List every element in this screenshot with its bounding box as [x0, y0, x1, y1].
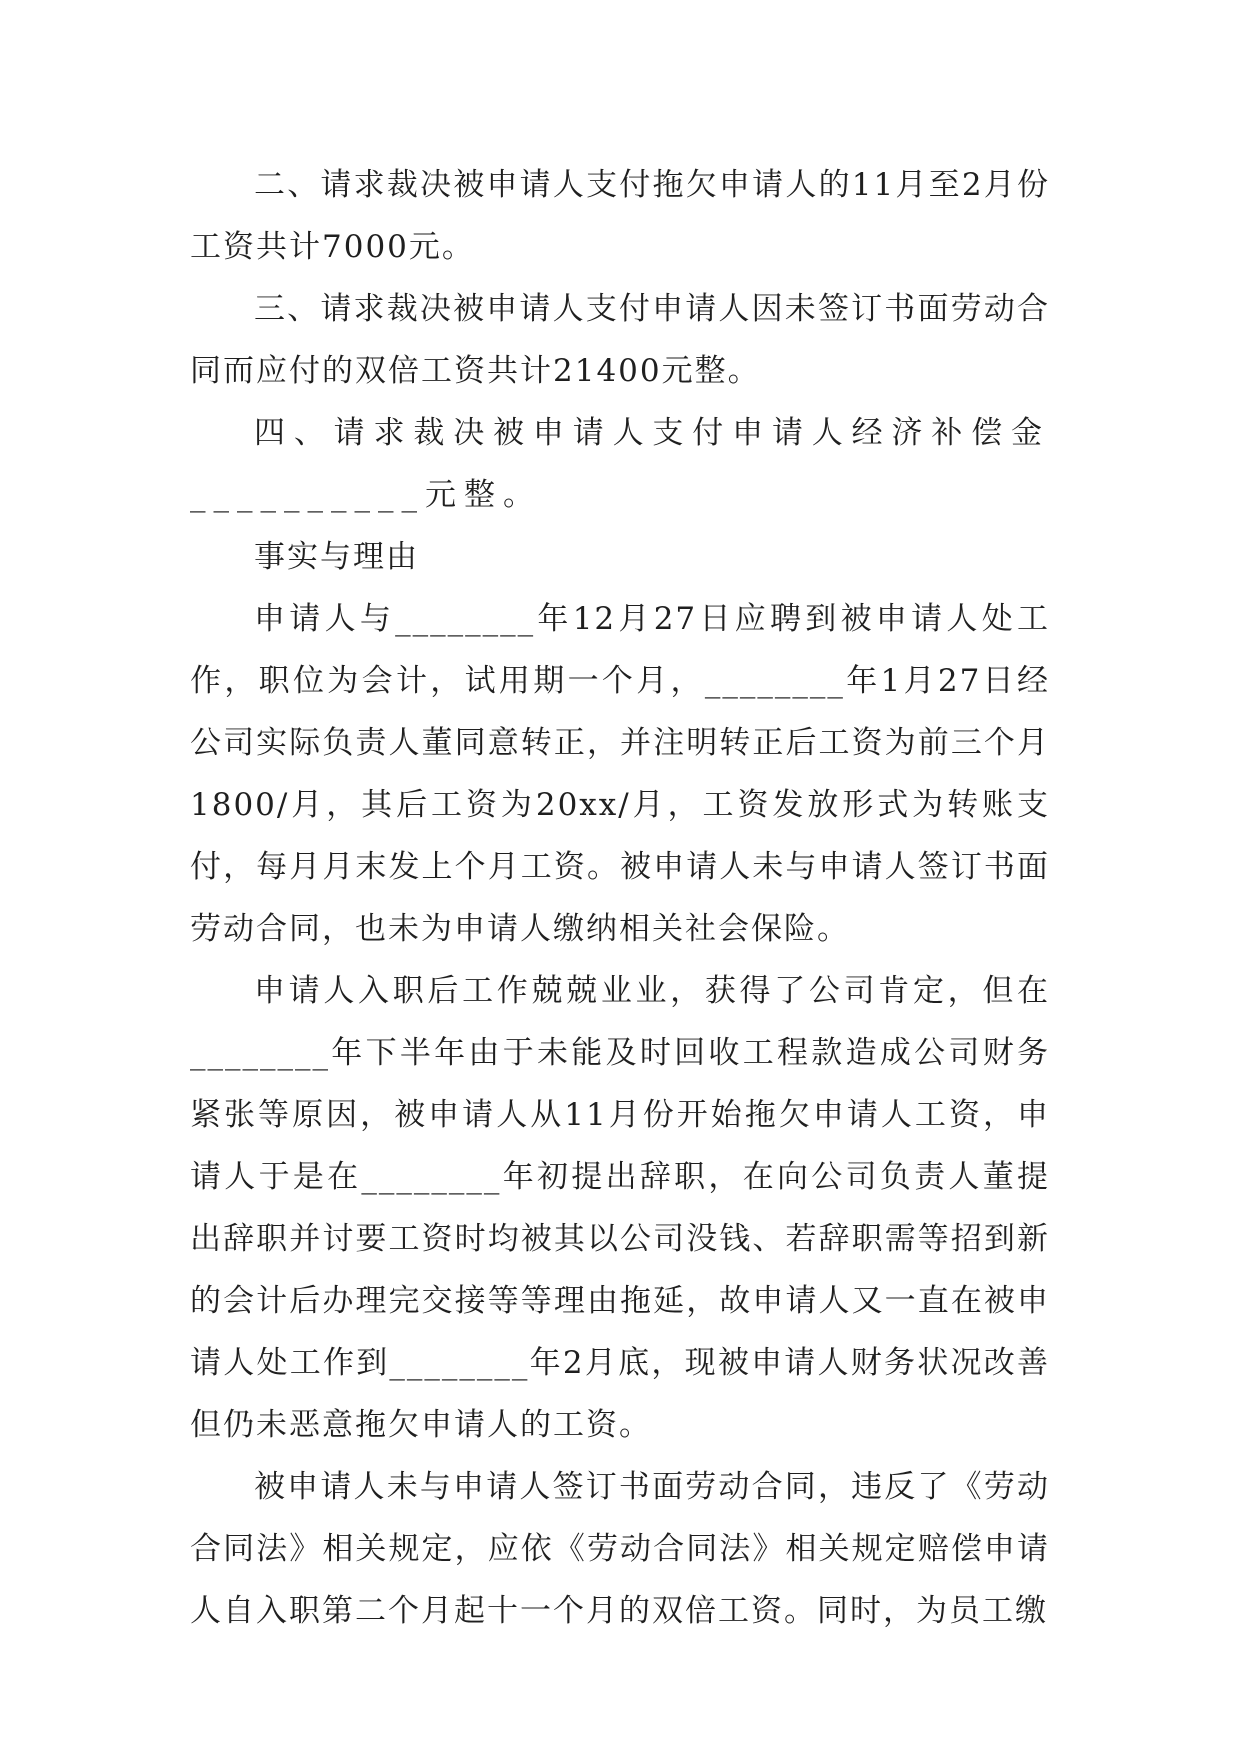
- claim-paragraph-4: 四、请求裁决被申请人支付申请人经济补偿金__________元整。: [190, 415, 1050, 513]
- facts-paragraph-3: 被申请人未与申请人签订书面劳动合同，违反了《劳动合同法》相关规定，应依《劳动合同法》相关规定赔偿申请人自入职第二个月起十一个月的双倍工资。同时，为员工缴: [190, 1469, 1050, 1629]
- facts-paragraph-2: 申请人入职后工作兢兢业业，获得了公司肯定，但在________年下半年由于未能及时回收工程款造成公司财务紧张等原因，被申请人从11月份开始拖欠申请人工资，申请人于是在________年初提出辞职，在向公司负责人董提出辞职并讨要工资时均被其以公司没钱、若辞职需等招到新的会计后办理完交接等等理由拖延，故申请人又一直在被申请人处工作到________年2月底，现被申请人财务状况改善但仍未恶意拖欠申请人的工资。: [190, 973, 1050, 1443]
- facts-paragraph-1: 申请人与________年12月27日应聘到被申请人处工作，职位为会计，试用期一个月，________年1月27日经公司实际负责人董同意转正，并注明转正后工资为前三个月1800/月，其后工资为20xx/月，工资发放形式为转账支付，每月月末发上个月工资。被申请人未与申请人签订书面劳动合同，也未为申请人缴纳相关社会保险。: [190, 601, 1050, 947]
- section-heading-facts: 事实与理由: [254, 539, 419, 575]
- claim-paragraph-2: 二、请求裁决被申请人支付拖欠申请人的11月至2月份工资共计7000元。: [190, 167, 1050, 265]
- document-body: [190, 154, 1050, 1642]
- claim-paragraph-3: 三、请求裁决被申请人支付申请人因未签订书面劳动合同而应付的双倍工资共计21400元整。: [190, 291, 1050, 389]
